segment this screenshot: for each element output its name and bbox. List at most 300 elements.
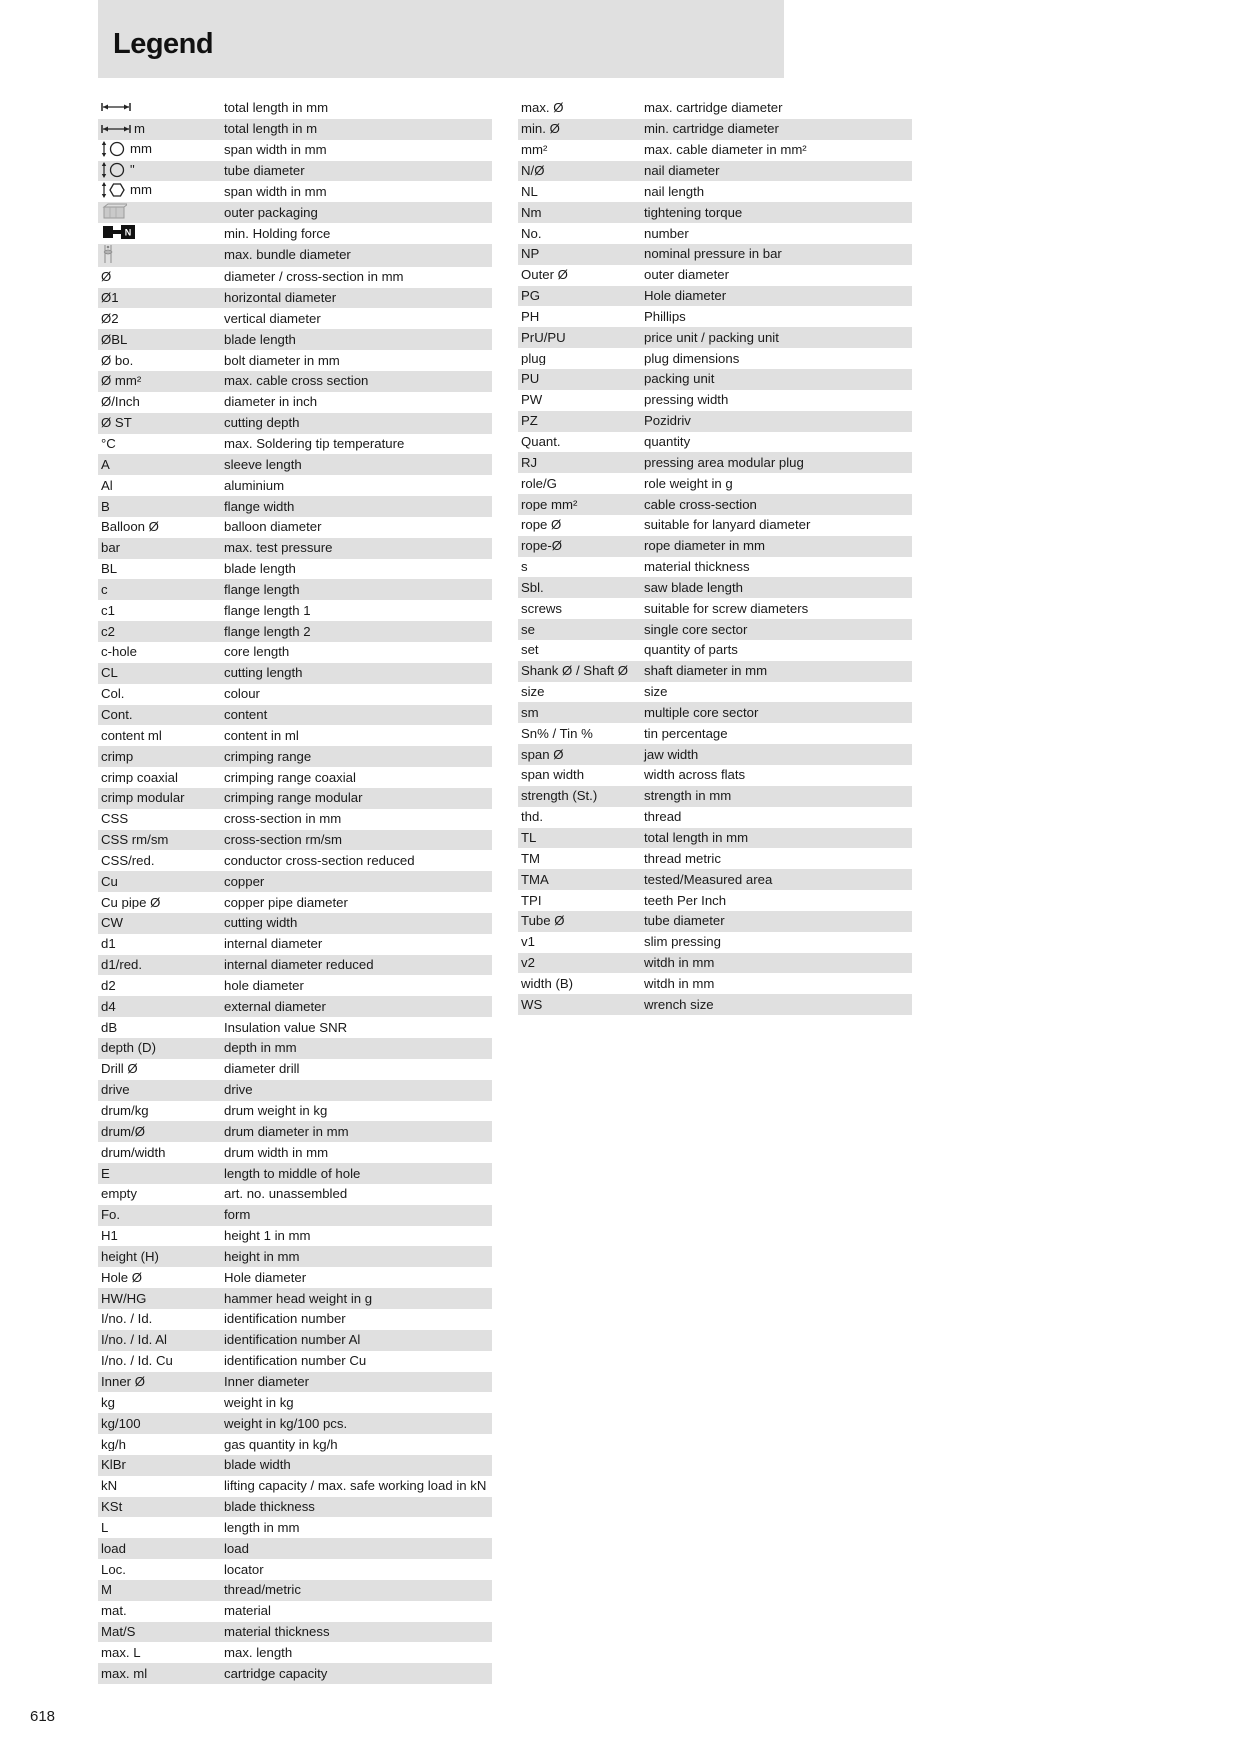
legend-abbreviation: WS (521, 997, 543, 1012)
legend-abbreviation: Outer Ø (521, 268, 568, 283)
legend-column-right (518, 98, 912, 1015)
legend-row (98, 871, 492, 892)
legend-description: drive (224, 1082, 253, 1098)
legend-description: art. no. unassembled (224, 1186, 348, 1202)
legend-row (518, 848, 912, 869)
legend-row (518, 369, 912, 390)
legend-abbreviation (98, 223, 224, 244)
legend-row (98, 892, 492, 913)
legend-row (518, 640, 912, 661)
legend-description: Pozidriv (644, 413, 691, 429)
legend-abbreviation: max. L (101, 1645, 141, 1660)
legend-abbreviation: rope mm² (521, 497, 578, 512)
legend-row (518, 890, 912, 911)
legend-row (98, 98, 492, 119)
legend-abbreviation: TPI (521, 893, 542, 908)
legend-abbreviation: c1 (101, 603, 115, 618)
legend-abbreviation: Cu pipe Ø (101, 895, 161, 910)
total-length-arrow-icon (101, 124, 131, 134)
legend-row (518, 244, 912, 265)
legend-abbreviation: depth (D) (101, 1041, 156, 1056)
legend-row (98, 955, 492, 976)
legend-description: depth in mm (224, 1040, 297, 1056)
legend-description: identification number (224, 1311, 346, 1327)
legend-symbol (101, 182, 152, 198)
legend-row (518, 536, 912, 557)
legend-abbreviation: kg/h (101, 1437, 126, 1452)
legend-description: Hole diameter (224, 1269, 307, 1285)
legend-symbol (101, 141, 152, 157)
legend-row (98, 517, 492, 538)
legend-row (518, 828, 912, 849)
legend-row (98, 288, 492, 309)
legend-abbreviation: role/G (521, 476, 557, 491)
legend-description: flange length 1 (224, 602, 311, 618)
legend-row (518, 494, 912, 515)
legend-row (518, 327, 912, 348)
legend-description: rope diameter in mm (644, 538, 765, 554)
legend-description: identification number Cu (224, 1353, 367, 1369)
legend-abbreviation: Hole Ø (101, 1270, 143, 1285)
legend-description: min. cartridge diameter (644, 121, 779, 137)
legend-row (518, 911, 912, 932)
legend-row (98, 1559, 492, 1580)
legend-row (518, 286, 912, 307)
legend-description: internal diameter reduced (224, 957, 374, 973)
legend-row (98, 1663, 492, 1684)
legend-description: hole diameter (224, 977, 304, 993)
legend-abbreviation: v2 (521, 956, 535, 970)
legend-description: single core sector (644, 621, 748, 637)
legend-row (98, 1142, 492, 1163)
legend-row (518, 765, 912, 786)
legend-abbreviation: Mat/S (101, 1625, 136, 1639)
legend-description: teeth Per Inch (644, 892, 727, 908)
legend-description: core length (224, 644, 290, 660)
legend-description: content (224, 706, 268, 722)
legend-abbreviation: sm (521, 705, 539, 720)
legend-row (98, 1476, 492, 1497)
legend-description: Hole diameter (644, 288, 727, 304)
legend-abbreviation: °C (101, 437, 116, 451)
legend-abbreviation (98, 162, 224, 181)
legend-abbreviation: size (521, 685, 545, 699)
legend-row (98, 830, 492, 851)
legend-row (98, 350, 492, 371)
legend-abbreviation: span width (521, 768, 585, 783)
legend-abbreviation: Fo. (101, 1208, 121, 1223)
legend-abbreviation: crimp modular (101, 791, 185, 806)
legend-row (98, 1080, 492, 1101)
legend-description: min. Holding force (224, 225, 331, 241)
holding-force-icon (101, 223, 137, 241)
legend-row (98, 1642, 492, 1663)
legend-description: total length in m (224, 121, 318, 137)
legend-abbreviation: PW (521, 393, 543, 408)
legend-abbreviation: c2 (101, 624, 115, 639)
legend-description: bolt diameter in mm (224, 352, 340, 368)
total-length-arrow-icon (101, 102, 131, 112)
legend-description: flange length 2 (224, 623, 311, 639)
legend-row (518, 994, 912, 1015)
legend-abbreviation: Ø1 (101, 291, 119, 305)
legend-description: wrench size (644, 996, 714, 1012)
legend-row (98, 642, 492, 663)
legend-abbreviation: drive (101, 1083, 130, 1098)
legend-row (98, 663, 492, 684)
legend-abbreviation: Ø bo. (101, 353, 134, 368)
legend-row (518, 161, 912, 182)
legend-abbreviation: drum/width (101, 1145, 166, 1160)
legend-description: flange length (224, 581, 300, 597)
legend-abbreviation: Nm (521, 205, 542, 220)
legend-abbreviation: height (H) (101, 1249, 159, 1264)
legend-row (98, 913, 492, 934)
legend-row (518, 953, 912, 974)
legend-row (98, 1580, 492, 1601)
legend-description: tube diameter (644, 913, 725, 929)
legend-description: weight in kg (224, 1394, 294, 1410)
legend-abbreviation: Balloon Ø (101, 520, 159, 535)
legend-description: Inner diameter (224, 1373, 310, 1389)
legend-row (98, 1517, 492, 1538)
legend-row (98, 1413, 492, 1434)
legend-abbreviation: content ml (101, 728, 162, 743)
legend-row (98, 1163, 492, 1184)
legend-description: material thickness (224, 1624, 330, 1640)
legend-description: lifting capacity / max. safe working load in kN (224, 1478, 487, 1494)
legend-description: nominal pressure in bar (644, 246, 782, 262)
legend-row (98, 746, 492, 767)
legend-description: diameter in inch (224, 394, 318, 410)
legend-row (98, 475, 492, 496)
legend-description: jaw width (644, 746, 699, 762)
legend-row (518, 119, 912, 140)
legend-column-left (98, 98, 492, 1684)
legend-description: material thickness (644, 559, 750, 575)
legend-row (518, 223, 912, 244)
legend-abbreviation: Cu (101, 874, 118, 889)
legend-abbreviation: CSS (101, 812, 129, 827)
legend-description: internal diameter (224, 936, 323, 952)
legend-description: slim pressing (644, 934, 721, 950)
legend-description: size (644, 684, 668, 700)
legend-row (518, 932, 912, 953)
legend-abbreviation: c (101, 582, 108, 597)
legend-abbreviation: NL (521, 184, 538, 199)
legend-abbreviation: Al (101, 478, 113, 493)
legend-description: Insulation value SNR (224, 1019, 348, 1035)
legend-row (98, 1330, 492, 1351)
legend-row (98, 621, 492, 642)
legend-description: content in ml (224, 727, 299, 743)
legend-row (518, 265, 912, 286)
legend-description: tube diameter (224, 163, 305, 179)
span-width-circle-icon (101, 141, 127, 157)
legend-abbreviation: d1 (101, 937, 116, 952)
legend-description: external diameter (224, 998, 326, 1014)
outer-packaging-icon (101, 203, 127, 219)
legend-abbreviation: N/Ø (521, 164, 545, 178)
legend-row (98, 1101, 492, 1122)
legend-abbreviation: Shank Ø / Shaft Ø (521, 664, 629, 679)
legend-abbreviation (98, 244, 224, 267)
legend-row (518, 140, 912, 161)
legend-abbreviation: empty (101, 1187, 137, 1202)
legend-description: total length in mm (224, 100, 329, 116)
legend-row (518, 390, 912, 411)
legend-abbreviation: rope-Ø (521, 539, 563, 554)
legend-row (98, 181, 492, 202)
legend-abbreviation: load (101, 1541, 126, 1556)
legend-description: tightening torque (644, 204, 743, 220)
legend-description: sleeve length (224, 456, 302, 472)
legend-row (98, 1351, 492, 1372)
legend-row (518, 181, 912, 202)
legend-description: horizontal diameter (224, 290, 337, 306)
legend-abbreviation: plug (521, 351, 546, 366)
legend-abbreviation: M (101, 1583, 112, 1598)
legend-abbreviation: span Ø (521, 747, 564, 762)
legend-abbreviation: d4 (101, 999, 116, 1014)
legend-symbol-unit: mm (130, 182, 152, 198)
legend-description: diameter / cross-section in mm (224, 269, 404, 285)
legend-abbreviation: se (521, 622, 535, 637)
legend-row (98, 392, 492, 413)
header-bar (98, 0, 784, 78)
legend-symbol (101, 223, 137, 241)
legend-abbreviation: mat. (101, 1604, 127, 1619)
legend-symbol-unit: " (130, 161, 135, 177)
legend-row (98, 1601, 492, 1622)
legend-row (518, 515, 912, 536)
legend-row (98, 767, 492, 788)
legend-row (98, 705, 492, 726)
legend-abbreviation (98, 203, 224, 222)
legend-row (98, 140, 492, 161)
legend-row (98, 161, 492, 182)
legend-row (98, 559, 492, 580)
legend-abbreviation: kg (101, 1395, 115, 1410)
legend-row (98, 1226, 492, 1247)
legend-row (518, 473, 912, 494)
legend-abbreviation: crimp coaxial (101, 770, 178, 785)
legend-abbreviation: width (B) (521, 976, 574, 991)
legend-row (98, 1622, 492, 1643)
legend-row (98, 1038, 492, 1059)
legend-description: blade length (224, 331, 296, 347)
legend-row (98, 684, 492, 705)
legend-description: hammer head weight in g (224, 1290, 373, 1306)
legend-abbreviation: max. Ø (521, 101, 564, 116)
legend-symbol (101, 102, 131, 112)
legend-row (518, 557, 912, 578)
legend-abbreviation: PH (521, 309, 540, 324)
legend-row (98, 996, 492, 1017)
legend-row (518, 973, 912, 994)
legend-description: balloon diameter (224, 519, 322, 535)
legend-abbreviation: TM (521, 851, 541, 866)
legend-description: locator (224, 1561, 264, 1577)
legend-description: thread metric (644, 850, 721, 866)
legend-row (98, 1455, 492, 1476)
legend-abbreviation: Cont. (101, 707, 133, 722)
legend-abbreviation: No. (521, 226, 542, 241)
legend-description: quantity (644, 433, 691, 449)
legend-description: suitable for lanyard diameter (644, 517, 811, 533)
legend-description: nail diameter (644, 163, 720, 179)
legend-row (98, 788, 492, 809)
legend-row (518, 702, 912, 723)
legend-abbreviation: PG (521, 289, 541, 303)
legend-description: blade thickness (224, 1499, 315, 1515)
legend-abbreviation: HW/HG (101, 1291, 147, 1306)
page-title: Legend (113, 28, 214, 60)
legend-abbreviation: CSS/red. (101, 853, 155, 868)
legend-abbreviation: kN (101, 1479, 118, 1494)
legend-abbreviation: rope Ø (521, 518, 562, 533)
legend-abbreviation: Quant. (521, 434, 561, 449)
legend-abbreviation: set (521, 643, 539, 658)
legend-row (98, 119, 492, 140)
span-width-hexagon-icon (101, 182, 127, 198)
svg-text:N: N (124, 227, 132, 238)
legend-description: blade length (224, 561, 296, 577)
legend-description: cross-section rm/sm (224, 832, 342, 848)
legend-abbreviation: crimp (101, 749, 134, 764)
legend-abbreviation: I/no. / Id. Cu (101, 1354, 173, 1368)
legend-abbreviation: Sbl. (521, 580, 544, 595)
page-number: 618 (30, 1708, 56, 1725)
legend-description: max. cable cross section (224, 373, 369, 389)
legend-symbol (101, 122, 145, 136)
legend-row (98, 975, 492, 996)
legend-description: plug dimensions (644, 350, 740, 366)
legend-abbreviation: Drill Ø (101, 1062, 138, 1077)
legend-symbol (101, 162, 135, 178)
legend-row (518, 661, 912, 682)
legend-abbreviation: Ø (101, 270, 112, 285)
legend-description: flange width (224, 498, 295, 514)
legend-row (98, 1246, 492, 1267)
legend-description: vertical diameter (224, 310, 321, 326)
legend-abbreviation: TL (521, 831, 537, 845)
legend-description: colour (224, 686, 260, 702)
legend-symbol (101, 203, 127, 219)
legend-abbreviation: BL (101, 562, 118, 576)
legend-abbreviation: Sn% / Tin % (521, 726, 593, 741)
legend-description: crimping range coaxial (224, 769, 356, 785)
legend-abbreviation: kg/100 (101, 1416, 141, 1431)
legend-description: drum weight in kg (224, 1103, 328, 1119)
legend-row (98, 1372, 492, 1393)
legend-description: Phillips (644, 308, 686, 324)
legend-description: gas quantity in kg/h (224, 1436, 338, 1452)
legend-row (518, 598, 912, 619)
legend-row (98, 1392, 492, 1413)
legend-abbreviation: Ø mm² (101, 374, 142, 389)
legend-row (518, 577, 912, 598)
legend-row (518, 202, 912, 223)
legend-description: witdh in mm (644, 975, 715, 991)
legend-description: max. test pressure (224, 540, 333, 556)
legend-row (98, 579, 492, 600)
legend-abbreviation: v1 (521, 935, 535, 950)
legend-description: form (224, 1207, 251, 1223)
legend-row (98, 267, 492, 288)
legend-row (98, 308, 492, 329)
legend-description: copper pipe diameter (224, 894, 348, 910)
legend-description: suitable for screw diameters (644, 600, 809, 616)
legend-description: conductor cross-section reduced (224, 852, 415, 868)
legend-row (98, 454, 492, 475)
legend-abbreviation: min. Ø (521, 122, 560, 137)
legend-abbreviation: max. ml (101, 1666, 148, 1681)
legend-abbreviation: CL (101, 666, 118, 681)
legend-abbreviation: c-hole (101, 645, 137, 660)
legend-description: cutting depth (224, 415, 300, 431)
legend-abbreviation: Tube Ø (521, 914, 565, 929)
legend-description: saw blade length (644, 579, 743, 595)
legend-row (518, 348, 912, 369)
legend-abbreviation: drum/Ø (101, 1124, 145, 1139)
legend-row (518, 869, 912, 890)
legend-description: price unit / packing unit (644, 329, 779, 345)
legend-description: tested/Measured area (644, 871, 773, 887)
legend-abbreviation: drum/kg (101, 1104, 149, 1118)
legend-abbreviation: Inner Ø (101, 1374, 145, 1389)
legend-description: max. length (224, 1644, 293, 1660)
legend-description: length in mm (224, 1519, 300, 1535)
legend-description: drum width in mm (224, 1144, 329, 1160)
legend-description: max. bundle diameter (224, 247, 351, 263)
legend-description: pressing area modular plug (644, 454, 804, 470)
legend-abbreviation: RJ (521, 455, 538, 470)
legend-description: outer diameter (644, 267, 730, 283)
legend-abbreviation: screws (521, 601, 563, 616)
legend-description: strength in mm (644, 788, 732, 804)
legend-abbreviation: A (101, 457, 110, 472)
legend-description: max. Soldering tip temperature (224, 436, 405, 452)
legend-abbreviation: PrU/PU (521, 330, 566, 345)
legend-description: drum diameter in mm (224, 1123, 349, 1139)
legend-row (98, 725, 492, 746)
legend-row (98, 1497, 492, 1518)
legend-description: nail length (644, 183, 705, 199)
legend-description: outer packaging (224, 204, 318, 220)
bundle-diameter-icon (101, 244, 115, 264)
legend-abbreviation: KlBr (101, 1458, 126, 1473)
legend-row (98, 850, 492, 871)
legend-row (518, 807, 912, 828)
legend-abbreviation: d2 (101, 978, 116, 993)
legend-row (98, 538, 492, 559)
legend-description: blade width (224, 1457, 291, 1473)
legend-row (518, 619, 912, 640)
legend-description: packing unit (644, 371, 715, 387)
legend-description: cutting width (224, 915, 298, 931)
legend-description: load (224, 1540, 249, 1556)
legend-abbreviation: I/no. / Id. Al (101, 1333, 167, 1348)
legend-description: role weight in g (644, 475, 733, 491)
legend-abbreviation: mm² (521, 143, 548, 158)
legend-abbreviation: Ø ST (101, 416, 132, 431)
legend-description: diameter drill (224, 1061, 300, 1077)
legend-description: max. cartridge diameter (644, 100, 783, 116)
legend-abbreviation (98, 101, 224, 115)
legend-abbreviation (98, 122, 224, 137)
legend-row (98, 809, 492, 830)
